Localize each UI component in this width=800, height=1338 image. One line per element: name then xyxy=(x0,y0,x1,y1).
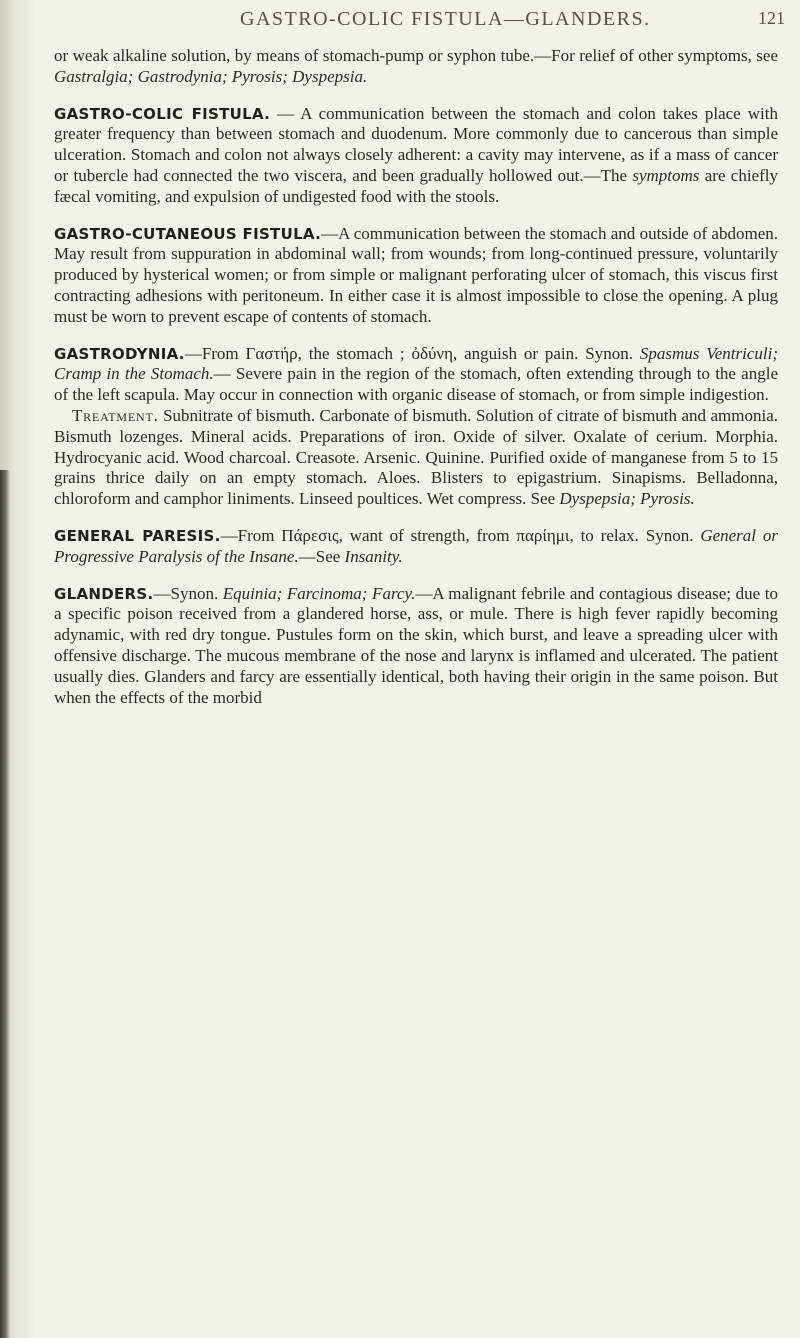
binding-edge xyxy=(0,470,10,1338)
entry-heading: GENERAL PARESIS. xyxy=(54,526,221,545)
text-run: —Synon. xyxy=(153,583,223,603)
text-run: —From Πάρεσις, want of strength, from παρίημι, to relax. Synon. xyxy=(220,525,701,545)
entry-heading: GASTRODYNIA. xyxy=(54,344,185,363)
cross-reference: Insanity. xyxy=(344,546,403,566)
entry-heading: GLANDERS. xyxy=(54,584,154,603)
text-run: are chiefly fæcal vomiting, and expulsion of undigested food with the stools. xyxy=(54,165,779,206)
entry-heading: GASTRO-CUTANEOUS FISTULA. xyxy=(54,224,322,243)
text-run: — A communication between the stomach and colon takes place with greater frequency than between stomach and duodenum. More commonly due to cancerous than simple ulceration. Stomach and colon not always closely adherent: a cavity may intervene, as if a mass of cancer or tubercle had connected the two viscera, and been gradually hollowed out.—The xyxy=(54,103,778,185)
treatment-label: Treatment. xyxy=(72,405,159,425)
cross-reference: Gastralgia; Gastrodynia; Pyrosis; Dyspepsia. xyxy=(54,66,368,86)
text-run: or weak alkaline solution, by means of stomach-pump or syphon tube.—For relief of other symptoms, see xyxy=(54,46,778,65)
text-run: —A communication between the stomach and outside of abdomen. May result from suppuration in abdominal wall; from wounds; from long-continued pressure, voluntarily produced by hysterical women; or from simple or malignant perforating ulcer of stomach, this viscus first contracting adhesions with peritoneum. In either case it is almost impossible to close the opening. A plug must be worn to prevent escape of contents of stomach. xyxy=(54,223,778,326)
entry-general-paresis xyxy=(54,526,778,568)
paragraph-continuation xyxy=(54,46,778,88)
text-run: —A malignant febrile and contagious disease; due to a specific poison received from a glandered horse, ass, or mule. There is high fever rapidly becoming adynamic, with red dry tongue. Pustules form on the skin, which burst, and leave a spreading ulcer with offensive discharge. The mucous membrane of the nose and larynx is inflamed and ulcerated. The patient usually dies. Glanders and farcy are essentially identical, both having their origin in the same poison. But when the effects of the morbid xyxy=(54,583,778,707)
text-run: — Severe pain in the region of the stomach, often extending through to the angle of the left scapula. May occur in connection with organic disease of stomach, or from simple indigestion. xyxy=(54,364,778,405)
synonym-terms: Spasmus Ventriculi; Cramp in the Stomach. xyxy=(54,343,778,384)
synonym-terms: Equinia; Farcinoma; Farcy. xyxy=(222,583,416,603)
entry-gastro-cutaneous-fistula xyxy=(54,224,778,328)
running-head-title: GASTRO-COLIC FISTULA—GLANDERS. xyxy=(240,8,651,30)
entry-heading: GASTRO-COLIC FISTULA. xyxy=(54,104,271,123)
entry-gastro-colic-fistula xyxy=(54,104,778,208)
cross-reference: Dyspepsia; Pyrosis. xyxy=(559,489,695,509)
gastrodynia-treatment xyxy=(54,406,778,510)
text-run: Subnitrate of bismuth. Carbonate of bismuth. Solution of citrate of bismuth and ammonia. Bismuth lozenges. Mineral acids. Preparations of iron. Oxide of silver. Oxalate of cerium. Morphia. Hydrocyanic acid. Wood charcoal. Creasote. Arsenic. Quinine. Purified oxide of manganese from 5 to 15 grains thrice daily on an empty stomach. Aloes. Blisters to epigastrium. Sinapisms. Belladonna, chloroform and camphor liniments. Linseed poultices. Wet compress. See xyxy=(54,405,778,509)
running-head xyxy=(0,6,800,36)
entry-glanders xyxy=(54,584,778,709)
text-run: —From Γαστήρ, the stomach ; ὀδύνη, anguish or pain. Synon. xyxy=(184,343,640,363)
italic-term: symptoms xyxy=(632,165,700,185)
page-body xyxy=(54,46,778,708)
entry-gastrodynia xyxy=(54,344,778,406)
text-run: —See xyxy=(298,546,345,566)
page-number: 121 xyxy=(758,8,785,28)
synonym-terms: General or Progressive Paralysis of the Insane. xyxy=(54,525,778,566)
